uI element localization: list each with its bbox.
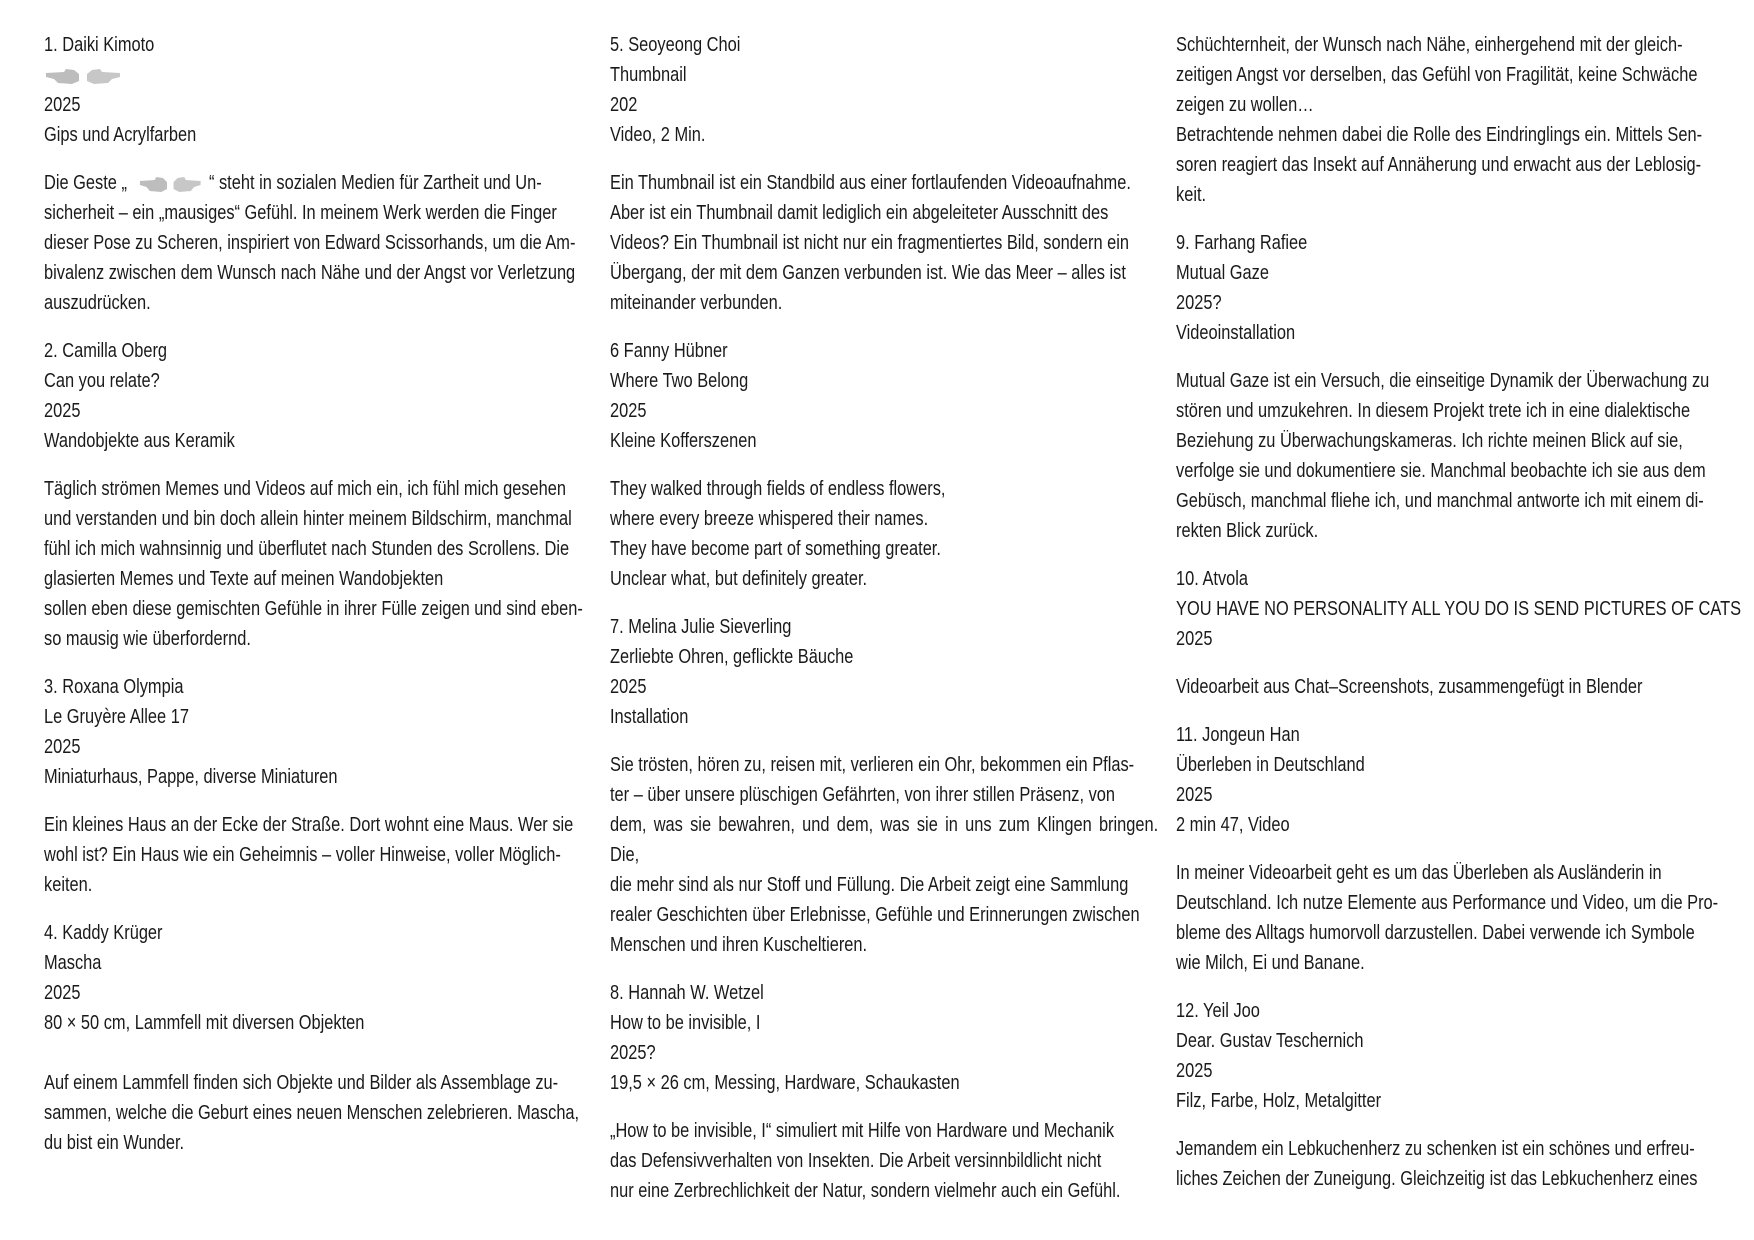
- entry-medium: 80 × 50 cm, Lammfell mit diversen Objekten: [44, 1012, 365, 1034]
- entry-work: Zerliebte Ohren, geflickte Bäuche: [610, 646, 854, 668]
- entry-year: 2025?: [1176, 292, 1222, 314]
- text-line: Beziehung zu Überwachungskameras. Ich richte meinen Blick auf sie,: [1176, 430, 1683, 452]
- entry-10: [1176, 564, 1742, 702]
- text-line: nur eine Zerbrechlichkeit der Natur, sondern vielmehr auch ein Gefühl.: [610, 1180, 1121, 1202]
- entry-work: Where Two Belong: [610, 370, 749, 392]
- entry-medium: Videoinstallation: [1176, 322, 1296, 344]
- entry-text-start: Die Geste „: [44, 172, 127, 194]
- text-line: das Defensivverhalten von Insekten. Die Arbeit versinnbildlicht nicht: [610, 1150, 1102, 1172]
- text-line: dem, was sie bewahren, und dem, was sie in uns zum Klingen bringen. Die,: [610, 814, 1159, 866]
- entry-title: 10. Atvola: [1176, 568, 1249, 590]
- column-1: [44, 30, 592, 1176]
- entry-11: [1176, 720, 1724, 978]
- entry-medium: Video, 2 Min.: [610, 124, 706, 146]
- text-line: bleme des Alltags humorvoll darzustellen. Dabei verwende ich Symbole: [1176, 922, 1695, 944]
- text-line: sammen, welche die Geburt eines neuen Menschen zelebrieren. Mascha,: [44, 1102, 580, 1124]
- text-line: They have become part of something greater.: [610, 538, 941, 560]
- text-line: Deutschland. Ich nutze Elemente aus Performance und Video, um die Pro-: [1176, 892, 1719, 914]
- entry-title: 8. Hannah W. Wetzel: [610, 982, 764, 1004]
- entry-5: [610, 30, 1158, 318]
- text-line: Übergang, der mit dem Ganzen verbunden ist. Wie das Meer – alles ist: [610, 262, 1126, 284]
- entry-medium: Gips und Acrylfarben: [44, 124, 197, 146]
- entry-7: [610, 612, 1158, 960]
- text-line: keiten.: [44, 874, 93, 896]
- pointing-fingers-icon: [44, 64, 122, 86]
- entry-year: 2025: [44, 94, 81, 116]
- text-line: so mausig wie überfordernd.: [44, 628, 251, 650]
- entry-text: [44, 810, 592, 900]
- column-3: [1176, 30, 1742, 1212]
- entry-medium: Installation: [610, 706, 689, 728]
- text-line: realer Geschichten über Erlebnisse, Gefühle und Erinnerungen zwischen: [610, 904, 1140, 926]
- entry-text: [44, 474, 592, 654]
- text-line: die mehr sind als nur Stoff und Füllung. Die Arbeit zeigt eine Sammlung: [610, 874, 1129, 896]
- text-line: Auf einem Lammfell finden sich Objekte und Bilder als Assemblage zu-: [44, 1072, 559, 1094]
- text-line: Täglich strömen Memes und Videos auf mich ein, ich fühl mich gesehen: [44, 478, 567, 500]
- text-line: soren reagiert das Insekt auf Annäherung und erwacht aus der Leblosig-: [1176, 154, 1702, 176]
- entry-text: [610, 1116, 1158, 1206]
- text-line: Gebüsch, manchmal fliehe ich, und manchmal antworte ich mit einem di-: [1176, 490, 1704, 512]
- entry-text: [1176, 858, 1724, 978]
- text-line: zeigen zu wollen…: [1176, 94, 1314, 116]
- text-line: ter – über unsere plüschigen Gefährten, von ihrer stillen Präsenz, von: [610, 784, 1116, 806]
- entry-text: [44, 168, 592, 318]
- entry-text: [1176, 672, 1724, 702]
- text-line: Schüchternheit, der Wunsch nach Nähe, einhergehend mit der gleich-: [1176, 34, 1683, 56]
- entry-title: 6 Fanny Hübner: [610, 340, 728, 362]
- text-line: where every breeze whispered their names.: [610, 508, 929, 530]
- text-line: fühl ich mich wahnsinnig und überflutet nach Stunden des Scrollens. Die: [44, 538, 570, 560]
- text-line: „How to be invisible, I“ simuliert mit Hilfe von Hardware und Mechanik: [610, 1120, 1115, 1142]
- entry-text: [1176, 30, 1724, 210]
- entry-year: 2025: [44, 736, 81, 758]
- text-line: Betrachtende nehmen dabei die Rolle des Eindringlings ein. Mittels Sen-: [1176, 124, 1703, 146]
- text-line: Videoarbeit aus Chat–Screenshots, zusammengefügt in Blender: [1176, 676, 1643, 698]
- text-line: In meiner Videoarbeit geht es um das Überleben als Ausländerin in: [1176, 862, 1662, 884]
- entry-text: [610, 168, 1158, 318]
- entry-work: How to be invisible, I: [610, 1012, 761, 1034]
- entry-work: Überleben in Deutschland: [1176, 754, 1365, 776]
- entry-8: [610, 978, 1158, 1206]
- text-line: rekten Blick zurück.: [1176, 520, 1319, 542]
- column-2: [610, 30, 1158, 1224]
- text-line: wohl ist? Ein Haus wie ein Geheimnis – voller Hinweise, voller Möglich-: [44, 844, 561, 866]
- text-line: liches Zeichen der Zuneigung. Gleichzeitig ist das Lebkuchenherz eines: [1176, 1168, 1698, 1190]
- entry-medium: Kleine Kofferszenen: [610, 430, 757, 452]
- text-line: Unclear what, but definitely greater.: [610, 568, 868, 590]
- text-line: Mutual Gaze ist ein Versuch, die einseitige Dynamik der Überwachung zu: [1176, 370, 1710, 392]
- entry-work: Thumbnail: [610, 64, 687, 86]
- entry-text-cont: “ steht in sozialen Medien für Zartheit und Un-: [208, 172, 542, 194]
- entry-year: 2025: [1176, 784, 1213, 806]
- entry-work: YOU HAVE NO PERSONALITY ALL YOU DO IS SEND PICTURES OF CATS: [1176, 598, 1742, 620]
- entry-1: [44, 30, 592, 318]
- entry-title: 12. Yeil Joo: [1176, 1000, 1260, 1022]
- entry-year: 2025: [1176, 628, 1213, 650]
- text-line: auszudrücken.: [44, 292, 151, 314]
- entry-12: [1176, 996, 1724, 1194]
- text-line: zeitigen Angst vor derselben, das Gefühl von Fragilität, keine Schwäche: [1176, 64, 1698, 86]
- entry-6: [610, 336, 1158, 594]
- entry-medium: Wandobjekte aus Keramik: [44, 430, 235, 452]
- entry-title: 1. Daiki Kimoto: [44, 34, 155, 56]
- entry-9: [1176, 228, 1724, 546]
- entry-3: [44, 672, 592, 900]
- entry-text: [1176, 366, 1724, 546]
- text-line: glasierten Memes und Texte auf meinen Wandobjekten: [44, 568, 444, 590]
- entry-year: 202: [610, 94, 638, 116]
- entry-title: 11. Jongeun Han: [1176, 724, 1300, 746]
- entry-work: Mutual Gaze: [1176, 262, 1269, 284]
- entry-medium: Miniaturhaus, Pappe, diverse Miniaturen: [44, 766, 338, 788]
- entry-work: Mascha: [44, 952, 102, 974]
- text-line: sollen eben diese gemischten Gefühle in ihrer Fülle zeigen und sind eben-: [44, 598, 583, 620]
- entry-year: 2025: [44, 400, 81, 422]
- entry-8-continued: [1176, 30, 1724, 210]
- entry-year: 2025: [610, 400, 647, 422]
- text-line: Sie trösten, hören zu, reisen mit, verlieren ein Ohr, bekommen ein Pflas-: [610, 754, 1135, 776]
- entry-year: 2025: [610, 676, 647, 698]
- entry-year: 2025: [44, 982, 81, 1004]
- text-line: Ein kleines Haus an der Ecke der Straße. Dort wohnt eine Maus. Wer sie: [44, 814, 574, 836]
- text-line: Videos? Ein Thumbnail ist nicht nur ein fragmentiertes Bild, sondern ein: [610, 232, 1130, 254]
- text-line: wie Milch, Ei und Banane.: [1176, 952, 1365, 974]
- entry-work: Le Gruyère Allee 17: [44, 706, 189, 728]
- entry-text: [1176, 1134, 1724, 1194]
- entry-medium: 2 min 47, Video: [1176, 814, 1290, 836]
- entry-4: [44, 918, 592, 1158]
- text-line: dieser Pose zu Scheren, inspiriert von Edward Scissorhands, um die Am-: [44, 232, 576, 254]
- text-line: They walked through fields of endless flowers,: [610, 478, 946, 500]
- entry-work: Can you relate?: [44, 370, 160, 392]
- entry-title: 9. Farhang Rafiee: [1176, 232, 1308, 254]
- entry-title: 3. Roxana Olympia: [44, 676, 184, 698]
- entry-text: [610, 474, 1158, 594]
- text-line: keit.: [1176, 184, 1207, 206]
- entry-medium: Filz, Farbe, Holz, Metalgitter: [1176, 1090, 1382, 1112]
- text-line: miteinander verbunden.: [610, 292, 783, 314]
- entry-title: 7. Melina Julie Sieverling: [610, 616, 792, 638]
- entry-work: Dear. Gustav Teschernich: [1176, 1030, 1364, 1052]
- text-line: Jemandem ein Lebkuchenherz zu schenken ist ein schönes und erfreu-: [1176, 1138, 1695, 1160]
- text-line: Menschen und ihren Kuscheltieren.: [610, 934, 868, 956]
- text-line: du bist ein Wunder.: [44, 1132, 185, 1154]
- entry-year: 2025: [1176, 1060, 1213, 1082]
- entry-year: 2025?: [610, 1042, 656, 1064]
- text-line: Ein Thumbnail ist ein Standbild aus einer fortlaufenden Videoaufnahme.: [610, 172, 1131, 194]
- text-line: verfolge sie und dokumentiere sie. Manchmal beobachte ich sie aus dem: [1176, 460, 1706, 482]
- text-line: und verstanden und bin doch allein hinter meinem Bildschirm, manchmal: [44, 508, 572, 530]
- entry-title: 2. Camilla Oberg: [44, 340, 168, 362]
- entry-text: [610, 750, 1158, 960]
- entry-medium: 19,5 × 26 cm, Messing, Hardware, Schaukasten: [610, 1072, 960, 1094]
- text-line: Aber ist ein Thumbnail damit lediglich ein abgeleiteter Ausschnitt des: [610, 202, 1109, 224]
- text-line: sicherheit – ein „mausiges“ Gefühl. In meinem Werk werden die Finger: [44, 202, 557, 224]
- pointing-fingers-inline-icon: [138, 172, 202, 194]
- entry-text: [44, 1068, 592, 1158]
- text-line: bivalenz zwischen dem Wunsch nach Nähe und der Angst vor Verletzung: [44, 262, 576, 284]
- entry-title: 5. Seoyeong Choi: [610, 34, 741, 56]
- entry-2: [44, 336, 592, 654]
- entry-title: 4. Kaddy Krüger: [44, 922, 163, 944]
- text-line: stören und umzukehren. In diesem Projekt trete ich in eine dialektische: [1176, 400, 1691, 422]
